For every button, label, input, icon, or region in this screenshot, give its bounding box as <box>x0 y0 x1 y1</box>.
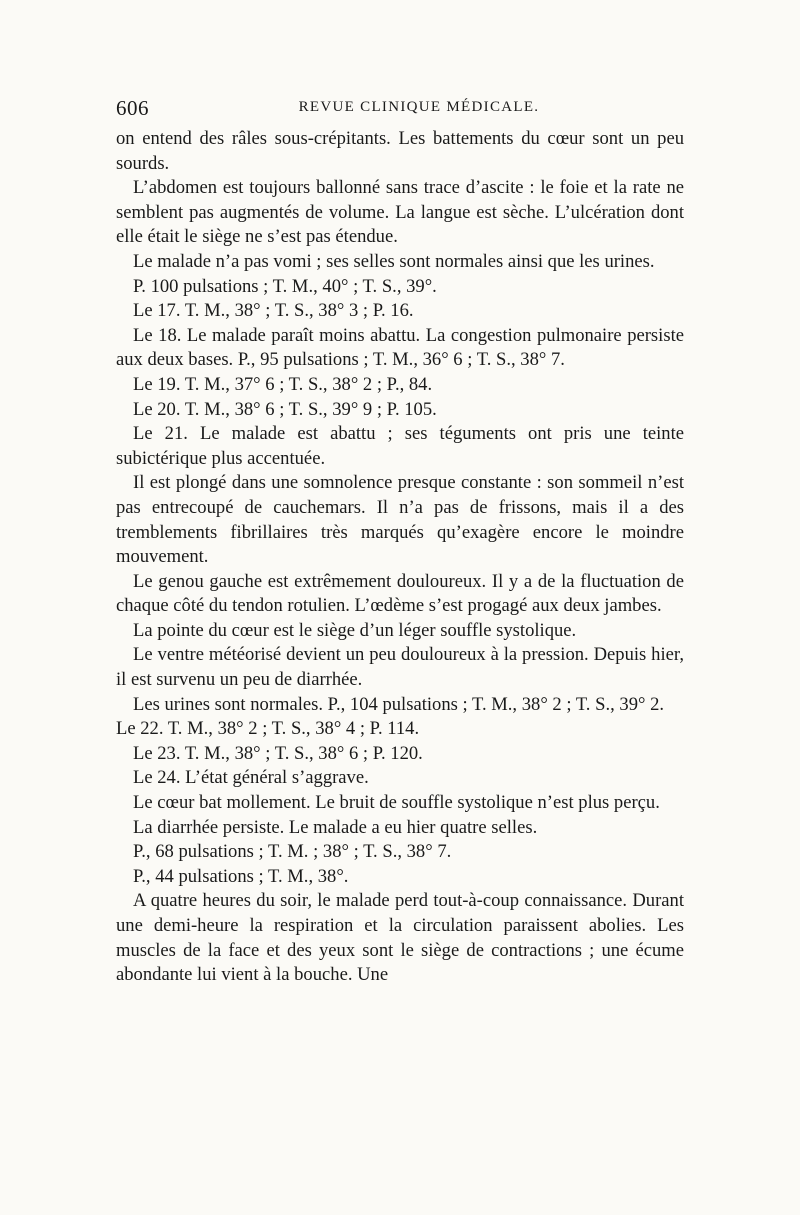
paragraph: A quatre heures du soir, le malade perd tout-à-coup connaissance. Durant une demi-heure la respiration et la circulation paraissent abolies. Les muscles de la face et des yeux sont le siège de contractions ; une écume abondante lui vient à la bouche. Une <box>116 890 684 986</box>
paragraph: Le 21. Le malade est abattu ; ses téguments ont pris une teinte subictérique plus accentuée. <box>116 423 684 469</box>
paragraph: Le 20. T. M., 38° 6 ; T. S., 39° 9 ; P. 105. <box>133 398 437 420</box>
paragraph: La diarrhée persiste. Le malade a eu hier quatre selles. <box>133 816 538 838</box>
paragraph: L’abdomen est toujours ballonné sans trace d’ascite : le foie et la rate ne semblent pas augmentés de volume. La langue est sèche. L’ulcération dont elle était le siège ne s’est pas étendue. <box>116 177 684 248</box>
paragraph: La pointe du cœur est le siège d’un léger souffle systolique. <box>133 619 577 641</box>
page-header <box>116 96 682 122</box>
paragraph: Il est plongé dans une somnolence presque constante : son sommeil n’est pas entrecoupé de cauchemars. Il n’a pas de frissons, mais il a des tremblements fibrillaires très marqués qu’exagère encore le moindre mouvement. <box>116 472 684 568</box>
paragraph: Le 17. T. M., 38° ; T. S., 38° 3 ; P. 16. <box>133 300 414 322</box>
paragraph: P., 44 pulsations ; T. M., 38°. <box>133 865 349 887</box>
paragraph: Le malade n’a pas vomi ; ses selles sont normales ainsi que les urines. <box>133 250 655 272</box>
running-head: REVUE CLINIQUE MÉDICALE. <box>298 99 540 115</box>
paragraph: Le ventre météorisé devient un peu douloureux à la pression. Depuis hier, il est survenu un peu de diarrhée. <box>116 644 684 691</box>
paragraph: Le 19. T. M., 37° 6 ; T. S., 38° 2 ; P., 84. <box>133 373 433 395</box>
page-number: 606 <box>116 96 149 120</box>
body-text <box>116 127 684 988</box>
paragraph: P., 68 pulsations ; T. M. ; 38° ; T. S., 38° 7. <box>133 841 452 863</box>
paragraph: Les urines sont normales. P., 104 pulsations ; T. M., 38° 2 ; T. S., 39° 2. <box>133 693 665 715</box>
paragraph: Le 18. Le malade paraît moins abattu. La congestion pulmonaire persiste aux deux bases. P., 95 pulsations ; T. M., 36° 6 ; T. S., 38° 7. <box>116 324 684 371</box>
paragraph: on entend des râles sous-crépitants. Les battements du cœur sont un peu sourds. <box>116 128 684 174</box>
paragraph: Le genou gauche est extrêmement douloureux. Il y a de la fluctuation de chaque côté du tendon rotulien. L’œdème s’est progagé aux deux jambes. <box>116 570 684 617</box>
paragraph: Le 24. L’état général s’aggrave. <box>133 767 369 789</box>
paragraph: Le cœur bat mollement. Le bruit de souffle systolique n’est plus perçu. <box>133 792 660 814</box>
paragraph: Le 23. T. M., 38° ; T. S., 38° 6 ; P. 120. <box>133 742 423 764</box>
paragraph: Le 22. T. M., 38° 2 ; T. S., 38° 4 ; P. 114. <box>116 718 420 740</box>
paragraph: P. 100 pulsations ; T. M., 40° ; T. S., 39°. <box>133 275 437 297</box>
